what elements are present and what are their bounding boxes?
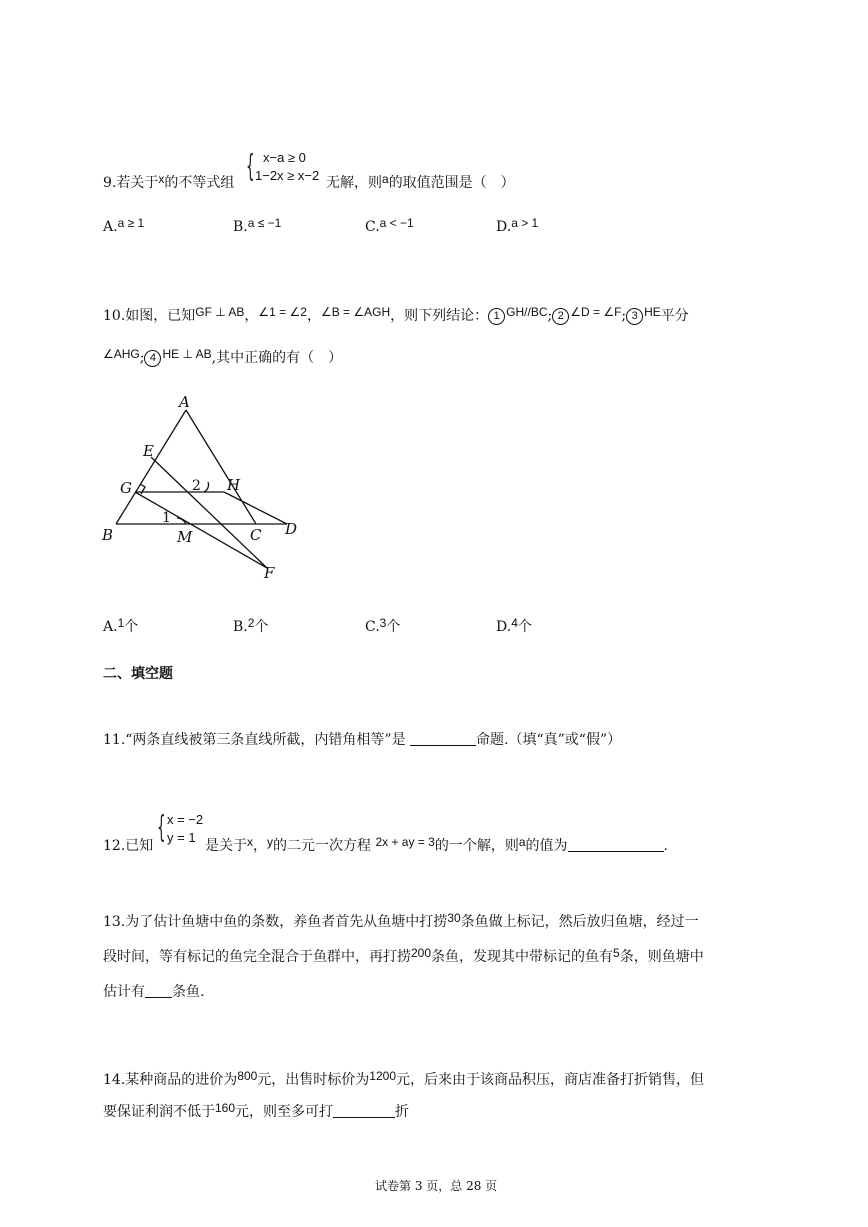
- q14-line1: [103, 1071, 704, 1089]
- q11-answer-blank[interactable]: [410, 731, 476, 746]
- q11-stem: [103, 731, 621, 749]
- q10-semi: ;: [547, 308, 553, 324]
- angle-2-arc: [204, 482, 209, 492]
- label-g: G: [120, 479, 132, 497]
- option-letter: B.: [233, 619, 248, 635]
- page-footer: 试卷第 3 页，总 28 页: [375, 1179, 498, 1193]
- q10-conclusion1: GH//BC: [506, 305, 548, 319]
- q9-var-a: a: [382, 172, 389, 186]
- q12-mid2: 的二元一次方程: [273, 838, 371, 854]
- label-angle-2: 2: [192, 478, 201, 494]
- q12-var-x: x: [247, 835, 253, 849]
- q12-system-line1: x = −2: [167, 812, 204, 827]
- q13-text: 条鱼做上标记，然后放归鱼塘，经过一: [460, 914, 699, 930]
- option-letter: D.: [496, 619, 512, 635]
- q12-suffix: 的值为: [525, 838, 568, 854]
- q13-text: 段时间，等有标记的鱼完全混合于鱼群中，再打捞: [103, 949, 411, 965]
- q9-suffix2: 的取值范围是（ ）: [388, 175, 515, 191]
- q10-option-c: [365, 618, 400, 636]
- q13-line2: [103, 948, 704, 966]
- q12-prefix: 12.已知: [103, 838, 154, 854]
- q10-semi: ;: [139, 350, 145, 366]
- q10-semi: ;: [621, 308, 627, 324]
- q12-var-y: y: [267, 835, 273, 849]
- angle-1-arc: [177, 518, 186, 524]
- q10-sep: ，: [244, 308, 259, 324]
- label-c: C: [250, 526, 262, 544]
- option-text: a < −1: [379, 216, 414, 230]
- q13-text: 估计有: [103, 984, 145, 1000]
- label-d: D: [285, 520, 298, 538]
- label-f: F: [264, 564, 275, 582]
- q12-mid1: 是关于: [205, 838, 247, 854]
- q13-line3: [103, 983, 204, 1001]
- q14-answer-blank[interactable]: [333, 1103, 395, 1118]
- q13-text: 条鱼，发现其中带标记的鱼有: [431, 949, 614, 965]
- label-b: B: [102, 526, 114, 544]
- q13-answer-blank[interactable]: [145, 983, 172, 998]
- q12-answer-blank[interactable]: [568, 837, 664, 852]
- q12-end: .: [663, 838, 668, 854]
- q12-comma: ，: [253, 838, 267, 854]
- q14-text: 元，则至多可打: [235, 1104, 334, 1120]
- option-number: 2: [247, 616, 255, 630]
- label-a: A: [179, 393, 190, 411]
- option-letter: C.: [365, 619, 380, 635]
- q14-text: 要保证利润不低于: [103, 1104, 215, 1120]
- segment-hd: [224, 492, 287, 524]
- q10-option-b: [233, 618, 268, 636]
- q11-suffix: 命题.（填“真”或“假”）: [476, 732, 622, 748]
- q10-angle-ahg: ∠AHG: [103, 347, 140, 361]
- label-h: H: [227, 476, 241, 494]
- q14-text: 元，出售时标价为: [257, 1072, 370, 1088]
- option-number: 1: [117, 616, 125, 630]
- q14-text: 元，后来由于该商品积压，商店准备打折销售，但: [396, 1072, 704, 1088]
- q13-number: 200: [411, 946, 432, 960]
- option-number: 3: [379, 616, 387, 630]
- q12-stem-tail: [205, 837, 668, 855]
- label-angle-1: 1: [162, 510, 171, 526]
- q9-system-line2: 1−2x ≥ x−2: [255, 168, 320, 183]
- q13-text: 条鱼.: [172, 984, 205, 1000]
- q14-line2: [103, 1103, 409, 1121]
- option-letter: A.: [103, 619, 118, 635]
- option-unit: 个: [254, 619, 269, 635]
- q10-line2-tail: ,其中正确的有（ ）: [211, 350, 343, 366]
- q12-var-a: a: [518, 835, 526, 849]
- q13-number: 30: [447, 911, 461, 925]
- q10-conclusion4: HE ⊥ AB: [162, 347, 212, 361]
- q12-system-brace: {: [157, 810, 166, 845]
- option-unit: 个: [517, 619, 532, 635]
- q10-conclusion3-tail: 平分: [660, 308, 689, 324]
- q9-mid: 的不等式组: [164, 175, 235, 191]
- option-number: 4: [511, 616, 518, 630]
- q12-mid3: 的一个解，则: [434, 838, 519, 854]
- q9-system-brace: {: [246, 149, 255, 184]
- q13-line1: [103, 913, 699, 931]
- q14-number: 800: [237, 1069, 258, 1083]
- circled-number-2: 2: [552, 308, 569, 325]
- q10-conclusion2: ∠D = ∠F: [570, 305, 622, 319]
- q10-cond1: GF ⊥ AB: [195, 305, 245, 319]
- q14-number: 1200: [369, 1069, 396, 1083]
- q11-prefix: 11.“两条直线被第三条直线所截，内错角相等”是: [103, 732, 406, 748]
- option-letter: B.: [233, 219, 248, 235]
- q9-var-x: x: [158, 172, 165, 186]
- option-unit: 个: [124, 619, 139, 635]
- option-text: a > 1: [511, 216, 539, 230]
- q13-text: 13.为了估计鱼塘中鱼的条数，养鱼者首先从鱼塘中打捞: [103, 914, 448, 930]
- q9-suffix1: 无解，则: [326, 175, 382, 191]
- q10-option-a: [103, 618, 138, 636]
- q10-prefix: 10.如图，已知: [103, 308, 196, 324]
- q9-system-line1: x−a ≥ 0: [263, 150, 306, 165]
- q13-text: 条，则鱼塘中: [619, 949, 704, 965]
- q12-equation: 2x + ay = 3: [375, 835, 435, 849]
- circled-number-3: 3: [626, 308, 643, 325]
- label-e: E: [143, 442, 154, 460]
- circled-number-4: 4: [144, 350, 161, 367]
- q12-system-line2: y = 1: [167, 830, 196, 845]
- q14-number: 160: [215, 1101, 236, 1115]
- label-m: M: [177, 528, 193, 546]
- option-unit: 个: [386, 619, 401, 635]
- option-text: a ≤ −1: [247, 216, 282, 230]
- option-letter: D.: [496, 219, 512, 235]
- option-letter: C.: [365, 219, 380, 235]
- q10-cond3: ∠B = ∠AGH: [320, 305, 391, 319]
- section-title: 二、填空题: [103, 665, 173, 681]
- q13-number: 5: [613, 946, 620, 960]
- q10-sep: ，: [306, 308, 321, 324]
- q10-option-d: [496, 618, 532, 636]
- q10-cond2: ∠1 = ∠2: [258, 305, 307, 319]
- q14-text: 14.某种商品的进价为: [103, 1072, 238, 1088]
- option-letter: A.: [103, 219, 118, 235]
- q9-prefix: 9.若关于: [103, 175, 159, 191]
- segment-ac: [186, 410, 256, 524]
- q10-mid: ，则下列结论：: [390, 308, 489, 324]
- circled-number-1: 1: [488, 308, 505, 325]
- q10-conclusion3: HE: [644, 305, 661, 319]
- segment-ab: [116, 410, 186, 524]
- q14-text: 折: [395, 1104, 410, 1120]
- option-text: a ≥ 1: [117, 216, 145, 230]
